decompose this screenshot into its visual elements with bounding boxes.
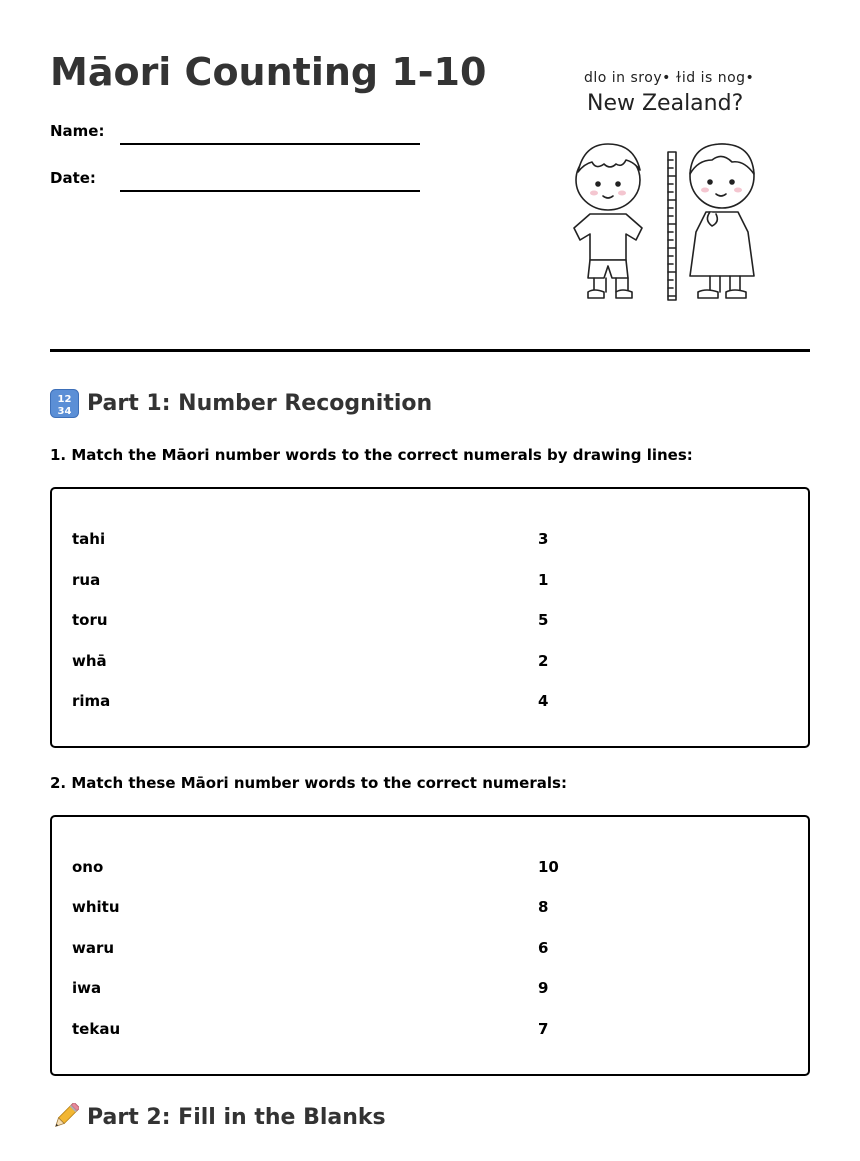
match-row	[72, 979, 772, 999]
maori-word[interactable]: waru	[72, 939, 115, 957]
maori-word[interactable]: ono	[72, 858, 104, 876]
name-label: Name:	[50, 122, 105, 140]
match-row	[72, 898, 772, 918]
match-row	[72, 611, 772, 631]
numeral[interactable]: 3	[538, 530, 549, 548]
pencil-icon	[50, 1103, 79, 1132]
svg-text:34: 34	[57, 406, 72, 417]
match-box-1	[50, 487, 810, 748]
match-row	[72, 692, 772, 712]
boy-figure	[574, 144, 642, 298]
date-field[interactable]	[120, 190, 420, 192]
match-row	[72, 858, 772, 878]
maori-word[interactable]: tahi	[72, 530, 106, 548]
numeral[interactable]: 6	[538, 939, 549, 957]
numeral[interactable]: 4	[538, 692, 549, 710]
match-row	[72, 652, 772, 672]
maori-word[interactable]: whitu	[72, 898, 120, 916]
part1-heading	[50, 389, 432, 418]
page-title: Māori Counting 1-10	[50, 50, 487, 94]
part1-heading-text: Part 1: Number Recognition	[87, 391, 433, 416]
numeral[interactable]: 1	[538, 571, 549, 589]
maori-word[interactable]: iwa	[72, 979, 102, 997]
match-row	[72, 1020, 772, 1040]
maori-word[interactable]: rua	[72, 571, 101, 589]
match-row	[72, 530, 772, 550]
date-label: Date:	[50, 169, 96, 187]
header-divider	[50, 349, 810, 352]
numeral[interactable]: 2	[538, 652, 549, 670]
numeral[interactable]: 8	[538, 898, 549, 916]
match-box-2	[50, 815, 810, 1076]
height-ruler	[668, 152, 676, 300]
numeral[interactable]: 7	[538, 1020, 549, 1038]
match-row	[72, 571, 772, 591]
match-row	[72, 939, 772, 959]
girl-figure	[690, 144, 754, 298]
numeral[interactable]: 5	[538, 611, 549, 629]
numeral[interactable]: 10	[538, 858, 559, 876]
numbers-keycap-icon	[50, 389, 79, 418]
maori-word[interactable]: whā	[72, 652, 107, 670]
question-1: 1. Match the Māori number words to the correct numerals by drawing lines:	[50, 446, 693, 464]
children-height-chart-illustration	[560, 62, 790, 312]
illustration-caption-top: dlo in sroy• ɫid is nog•	[584, 70, 755, 86]
maori-word[interactable]: toru	[72, 611, 108, 629]
maori-word[interactable]: rima	[72, 692, 111, 710]
question-2: 2. Match these Māori number words to the correct numerals:	[50, 774, 567, 792]
maori-word[interactable]: tekau	[72, 1020, 121, 1038]
svg-text:12: 12	[57, 394, 72, 405]
illustration-caption-main: New Zealand?	[587, 91, 744, 116]
part2-heading	[50, 1103, 386, 1132]
numeral[interactable]: 9	[538, 979, 549, 997]
name-field[interactable]	[120, 143, 420, 145]
part2-heading-text: Part 2: Fill in the Blanks	[87, 1105, 386, 1130]
